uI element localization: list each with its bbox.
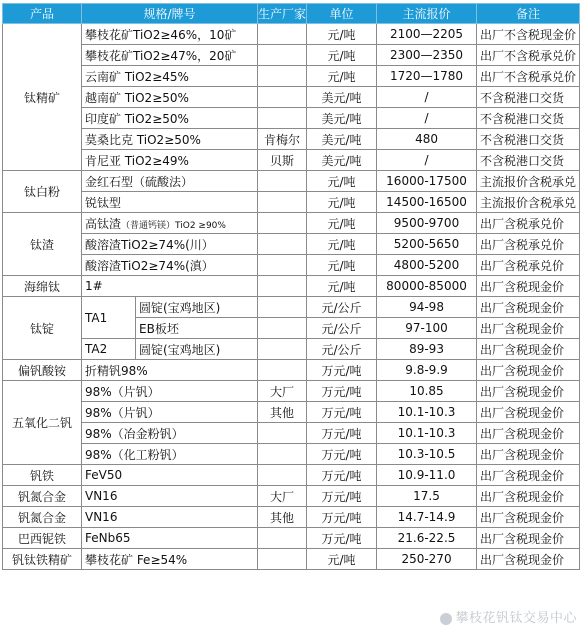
- unit-cell: 元/公斤: [307, 318, 377, 339]
- table-row: [3, 87, 580, 108]
- maker-cell: 其他: [258, 402, 307, 423]
- note-cell: 出厂含税现金价: [477, 486, 580, 507]
- price-cell: 21.6-22.5: [377, 528, 477, 549]
- note-cell: 出厂含税现金价: [477, 381, 580, 402]
- note-cell: 出厂含税现金价: [477, 423, 580, 444]
- table-row: [3, 255, 580, 276]
- note-cell: 出厂含税承兑价: [477, 213, 580, 234]
- maker-cell: [258, 192, 307, 213]
- price-cell: 97-100: [377, 318, 477, 339]
- product-cell: 钛渣: [3, 213, 82, 276]
- table-row: [3, 549, 580, 570]
- product-cell: 钒氮合金: [3, 486, 82, 507]
- spec-cell: 1#: [82, 276, 258, 297]
- product-cell: 钒氮合金: [3, 507, 82, 528]
- note-cell: 不含税港口交货: [477, 129, 580, 150]
- product-cell: 巴西铌铁: [3, 528, 82, 549]
- table-row: [3, 66, 580, 87]
- spec-cell: 越南矿 TiO2≥50%: [82, 87, 258, 108]
- note-cell: 出厂含税现金价: [477, 318, 580, 339]
- price-cell: 10.3-10.5: [377, 444, 477, 465]
- price-cell: 9.8-9.9: [377, 360, 477, 381]
- maker-cell: [258, 66, 307, 87]
- spec-cell: [82, 213, 258, 234]
- spec-cell: EB板坯: [136, 318, 258, 339]
- table-row: [3, 24, 580, 45]
- maker-cell: [258, 255, 307, 276]
- spec-cell: 98%（片钒）: [82, 381, 258, 402]
- maker-cell: 肯梅尔: [258, 129, 307, 150]
- watermark-text: 攀枝花钒钛交易中心: [455, 611, 577, 626]
- header-note: 备注: [477, 4, 580, 24]
- note-cell: 出厂不含税现金价: [477, 24, 580, 45]
- product-cell: 五氧化二钒: [3, 381, 82, 465]
- header-row: [3, 4, 580, 24]
- note-cell: 出厂含税现金价: [477, 339, 580, 360]
- spec-cell: 云南矿 TiO2≥45%: [82, 66, 258, 87]
- unit-cell: 元/吨: [307, 192, 377, 213]
- maker-cell: [258, 528, 307, 549]
- price-cell: 10.9-11.0: [377, 465, 477, 486]
- note-cell: 出厂含税现金价: [477, 276, 580, 297]
- unit-cell: 万元/吨: [307, 381, 377, 402]
- table-row: [3, 444, 580, 465]
- unit-cell: 元/吨: [307, 24, 377, 45]
- note-cell: 出厂含税现金价: [477, 360, 580, 381]
- product-cell: 钛白粉: [3, 171, 82, 213]
- note-cell: 出厂含税现金价: [477, 507, 580, 528]
- note-cell: 出厂含税承兑价: [477, 255, 580, 276]
- price-cell: 1720—1780: [377, 66, 477, 87]
- maker-cell: [258, 423, 307, 444]
- note-cell: 出厂含税现金价: [477, 465, 580, 486]
- unit-cell: 元/公斤: [307, 297, 377, 318]
- unit-cell: 元/吨: [307, 171, 377, 192]
- spec-cell: 肯尼亚 TiO2≥49%: [82, 150, 258, 171]
- table-row: [3, 507, 580, 528]
- note-cell: 出厂含税现金价: [477, 297, 580, 318]
- table-row: [3, 276, 580, 297]
- maker-cell: [258, 339, 307, 360]
- table-row: [3, 108, 580, 129]
- table-row: [3, 171, 580, 192]
- unit-cell: 万元/吨: [307, 486, 377, 507]
- table-row: [3, 423, 580, 444]
- table-row: [3, 129, 580, 150]
- header-unit: 单位: [307, 4, 377, 24]
- maker-cell: 贝斯: [258, 150, 307, 171]
- table-row: [3, 45, 580, 66]
- price-cell: 250-270: [377, 549, 477, 570]
- unit-cell: 美元/吨: [307, 129, 377, 150]
- watermark: [440, 607, 577, 626]
- table-row: [3, 234, 580, 255]
- unit-cell: 美元/吨: [307, 87, 377, 108]
- header-maker: 生产厂家: [258, 4, 307, 24]
- price-cell: 80000-85000: [377, 276, 477, 297]
- price-cell: 5200-5650: [377, 234, 477, 255]
- note-cell: 不含税港口交货: [477, 87, 580, 108]
- price-cell: 94-98: [377, 297, 477, 318]
- note-cell: 主流报价含税承兑: [477, 192, 580, 213]
- note-cell: 出厂不含税承兑价: [477, 66, 580, 87]
- spec-cell: 酸溶渣TiO2≥74%(川）: [82, 234, 258, 255]
- spec-cell: 98%（冶金粉钒）: [82, 423, 258, 444]
- spec-cell: FeNb65: [82, 528, 258, 549]
- table-row: [3, 297, 580, 318]
- price-cell: 17.5: [377, 486, 477, 507]
- spec-cell: 印度矿 TiO2≥50%: [82, 108, 258, 129]
- spec-cell: 酸溶渣TiO2≥74%(滇）: [82, 255, 258, 276]
- spec-cell: 锐钛型: [82, 192, 258, 213]
- header-product: 产品: [3, 4, 82, 24]
- maker-cell: 其他: [258, 507, 307, 528]
- price-cell: 4800-5200: [377, 255, 477, 276]
- spec-cell: 攀枝花矿TiO2≥46%，10矿: [82, 24, 258, 45]
- table-row: [3, 402, 580, 423]
- header-spec: 规格/牌号: [82, 4, 258, 24]
- maker-cell: [258, 234, 307, 255]
- price-cell: 10.1-10.3: [377, 423, 477, 444]
- unit-cell: 万元/吨: [307, 465, 377, 486]
- maker-cell: [258, 171, 307, 192]
- unit-cell: 万元/吨: [307, 507, 377, 528]
- spec-cell: 圆锭(宝鸡地区): [136, 339, 258, 360]
- maker-cell: [258, 45, 307, 66]
- note-cell: 出厂含税现金价: [477, 528, 580, 549]
- price-cell: 89-93: [377, 339, 477, 360]
- table-row: [3, 360, 580, 381]
- price-cell: 2300—2350: [377, 45, 477, 66]
- price-cell: 14500-16500: [377, 192, 477, 213]
- grade-cell: TA1: [82, 297, 136, 339]
- maker-cell: [258, 549, 307, 570]
- spec-cell: 圆锭(宝鸡地区): [136, 297, 258, 318]
- price-cell: 480: [377, 129, 477, 150]
- price-cell: 10.85: [377, 381, 477, 402]
- product-cell: 钒铁: [3, 465, 82, 486]
- unit-cell: 元/吨: [307, 255, 377, 276]
- note-cell: 出厂含税现金价: [477, 549, 580, 570]
- maker-cell: [258, 87, 307, 108]
- note-cell: 出厂含税现金价: [477, 402, 580, 423]
- maker-cell: [258, 276, 307, 297]
- table-row: [3, 150, 580, 171]
- spec-cell: 折精钒98%: [82, 360, 258, 381]
- maker-cell: [258, 318, 307, 339]
- spec-cell: FeV50: [82, 465, 258, 486]
- maker-cell: [258, 444, 307, 465]
- product-cell: 钛精矿: [3, 24, 82, 171]
- spec-cell: 攀枝花矿TiO2≥47%，20矿: [82, 45, 258, 66]
- note-cell: 出厂含税承兑价: [477, 234, 580, 255]
- product-cell: 海绵钛: [3, 276, 82, 297]
- grade-cell: TA2: [82, 339, 136, 360]
- unit-cell: 万元/吨: [307, 444, 377, 465]
- spec-cell: 98%（片钒）: [82, 402, 258, 423]
- table-row: [3, 486, 580, 507]
- maker-cell: 大厂: [258, 486, 307, 507]
- spec-cell: VN16: [82, 507, 258, 528]
- price-cell: 14.7-14.9: [377, 507, 477, 528]
- unit-cell: 元/吨: [307, 213, 377, 234]
- maker-cell: [258, 24, 307, 45]
- unit-cell: 元/吨: [307, 45, 377, 66]
- spec-cell: 莫桑比克 TiO2≥50%: [82, 129, 258, 150]
- table-row: [3, 381, 580, 402]
- table-row: [3, 339, 580, 360]
- note-cell: 出厂不含税承兑价: [477, 45, 580, 66]
- spec-cell: 98%（化工粉钒）: [82, 444, 258, 465]
- table-row: [3, 192, 580, 213]
- price-cell: /: [377, 150, 477, 171]
- maker-cell: [258, 360, 307, 381]
- price-cell: /: [377, 87, 477, 108]
- wechat-logo-icon: [440, 613, 452, 625]
- unit-cell: 万元/吨: [307, 423, 377, 444]
- product-cell: 偏钒酸铵: [3, 360, 82, 381]
- price-cell: 10.1-10.3: [377, 402, 477, 423]
- spec-main: 高钛渣: [85, 216, 122, 231]
- unit-cell: 万元/吨: [307, 360, 377, 381]
- price-cell: 9500-9700: [377, 213, 477, 234]
- note-cell: 不含税港口交货: [477, 150, 580, 171]
- maker-cell: [258, 297, 307, 318]
- spec-cell: 攀枝花矿 Fe≥54%: [82, 549, 258, 570]
- spec-cell: 金红石型（硫酸法）: [82, 171, 258, 192]
- product-cell: 钒钛铁精矿: [3, 549, 82, 570]
- unit-cell: 万元/吨: [307, 402, 377, 423]
- unit-cell: 元/吨: [307, 549, 377, 570]
- product-cell: 钛锭: [3, 297, 82, 360]
- note-cell: 出厂含税现金价: [477, 444, 580, 465]
- unit-cell: 元/吨: [307, 276, 377, 297]
- table-row: [3, 213, 580, 234]
- maker-cell: [258, 213, 307, 234]
- unit-cell: 美元/吨: [307, 108, 377, 129]
- spec-cell: VN16: [82, 486, 258, 507]
- price-cell: 16000-17500: [377, 171, 477, 192]
- spec-small: （普通钙镁）TiO2 ≥90%: [121, 220, 226, 231]
- unit-cell: 万元/吨: [307, 528, 377, 549]
- unit-cell: 美元/吨: [307, 150, 377, 171]
- unit-cell: 元/公斤: [307, 339, 377, 360]
- table-row: [3, 465, 580, 486]
- table-row: [3, 528, 580, 549]
- note-cell: 不含税港口交货: [477, 108, 580, 129]
- unit-cell: 元/吨: [307, 66, 377, 87]
- maker-cell: 大厂: [258, 381, 307, 402]
- price-cell: 2100—2205: [377, 24, 477, 45]
- price-table: [2, 3, 580, 570]
- maker-cell: [258, 465, 307, 486]
- maker-cell: [258, 108, 307, 129]
- price-cell: /: [377, 108, 477, 129]
- note-cell: 主流报价含税承兑: [477, 171, 580, 192]
- header-price: 主流报价: [377, 4, 477, 24]
- unit-cell: 元/吨: [307, 234, 377, 255]
